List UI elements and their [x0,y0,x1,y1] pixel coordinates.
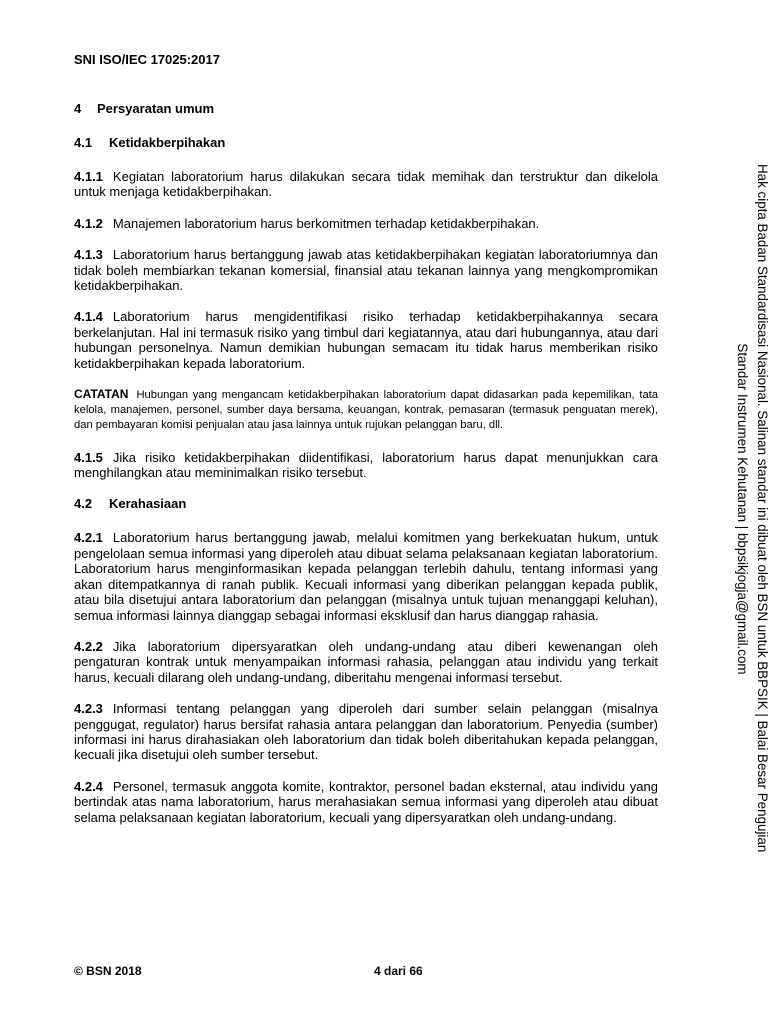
footer-copyright: © BSN 2018 [74,964,142,978]
clause-text: Personel, termasuk anggota komite, kontraktor, personel badan eksternal, atau individu yang bertindak atas nama laboratorium, harus merahasiakan semua informasi yang diperoleh atau dibuat selama pelaksanaan kegiatan laboratorium, kecuali yang dipersyaratkan oleh undang-undang. [74,778,658,825]
clause-text: Jika laboratorium dipersyaratkan oleh undang-undang atau diberi kewenangan oleh pengaturan kontrak untuk menyampaikan informasi rahasia, pelanggan atau individu yang terkait harus, kecuali dilarang oleh undang-undang, diberitahu mengenai informasi tersebut. [74,638,658,685]
subsection-title: Ketidakberpihakan [109,135,226,150]
section-title: Persyaratan umum [97,101,215,116]
note-catatan [74,387,658,434]
clause-4-2-4 [74,779,658,825]
clause-number: 4.2.3 [74,701,103,717]
clause-number: 4.1.4 [74,309,103,325]
watermark-text [732,164,772,864]
clause-number: 4.2.1 [74,530,103,546]
subsection-number: 4.2 [74,496,93,512]
clause-4-1-4 [74,309,658,371]
clause-4-2-1 [74,530,658,622]
clause-text: Kegiatan laboratorium harus dilakukan secara tidak memihak dan terstruktur dan dikelola untuk menjaga ketidakberpihakan. [74,169,658,200]
clause-4-1-5 [74,450,658,481]
subsection-number: 4.1 [74,135,93,150]
clause-number: 4.1.5 [74,449,103,465]
watermark-line-2: Standar Instrumen Kehutanan | bbpsikjogja@gmail.com [735,343,750,675]
note-text: Hubungan yang mengancam ketidakberpihakan laboratorium dapat didasarkan pada kepemilikan, tata kelola, manajemen, personel, sumber daya bersama, keuangan, kontrak, pemasaran (termasuk penguatan merek), dan pembayaran komisi penjualan atau jasa lainnya untuk rujukan pelanggan baru, dll. [74,389,658,432]
clause-text: Informasi tentang pelanggan yang diperoleh dari sumber selain pelanggan (misalnya penggugat, regulator) harus bersifat rahasia antara pelanggan dan laboratorium. Penyedia (sumber) informasi ini harus dirahasiakan oleh laboratorium dan tidak boleh diberitahukan kepada pelanggan, kecuali jika disetujui oleh sumber tersebut. [74,701,658,763]
clause-4-1-2 [74,216,658,231]
footer-page-number: 4 dari 66 [374,964,423,978]
subsection-title: Kerahasiaan [109,496,187,512]
clause-text: Manajemen laboratorium harus berkomitmen terhadap ketidakberpihakan. [112,215,540,231]
clause-4-2-3 [74,701,658,763]
document-page [74,0,658,1024]
clause-number: 4.1.2 [74,215,103,231]
clause-4-1-3 [74,247,658,293]
section-heading [74,101,658,117]
clause-text: Laboratorium harus bertanggung jawab, melalui komitmen yang berkekuatan hukum, untuk pengelolaan semua informasi yang diperoleh atau dibuat selama pelaksanaan kegiatan laboratorium. Laboratorium harus menginformasikan kepada pelanggan terlebih dahulu, tentang informasi yang akan ditempatkannya di ranah publik. Kecuali informasi yang diberikan pelanggan kepada publik, atau bila disetujui antara laboratorium dan pelanggan (misalnya untuk tujuan menanggapi keluhan), semua informasi lainnya dianggap sebagai informasi eksklusif dan harus dianggap rahasia. [74,530,658,623]
document-body [74,101,658,841]
note-label: CATATAN [74,387,129,402]
watermark-line-1: Hak cipta Badan Standardisasi Nasional. Salinan standar ini dibuat oleh BSN untuk BBPSIK | Balai Besar Pengujian [755,164,770,853]
clause-4-1-1 [74,169,658,200]
clause-text: Jika risiko ketidakberpihakan diidentifikasi, laboratorium harus dapat menunjukkan cara menghilangkan atau meminimalkan risiko tersebut. [74,449,658,481]
subsection-heading-4-2 [74,496,658,512]
section-number: 4 [74,101,82,116]
copyright-watermark [718,164,778,864]
clause-number: 4.2.4 [74,778,103,794]
subsection-heading-4-1 [74,135,658,151]
clause-4-2-2 [74,639,658,685]
clause-text: Laboratorium harus bertanggung jawab atas ketidakberpihakan kegiatan laboratoriumnya dan tidak boleh membiarkan tekanan komersial, finansial atau tekanan lainnya yang mengkompromikan ketidakberpihakan. [74,247,658,294]
clause-number: 4.1.3 [74,247,103,263]
standard-header: SNI ISO/IEC 17025:2017 [74,52,220,67]
clause-number: 4.2.2 [74,638,103,654]
clause-number: 4.1.1 [74,169,103,184]
clause-text: Laboratorium harus mengidentifikasi risiko terhadap ketidakberpihakannya secara berkelanjutan. Hal ini termasuk risiko yang timbul dari kegiatannya, atau dari hubungannya, atau dari hubungan personelnya. Namun demikian hubungan semacam itu tidak harus memberikan risiko ketidakberpihakan kepada laboratorium. [74,309,658,371]
